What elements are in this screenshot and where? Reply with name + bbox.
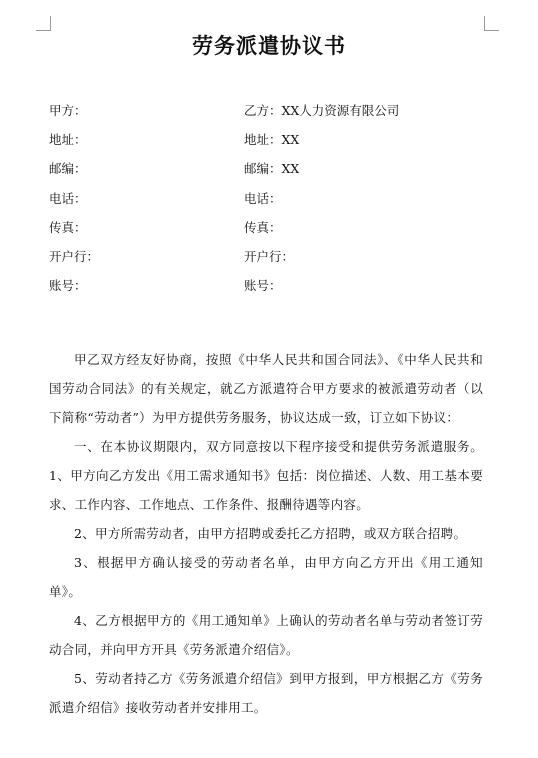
party-row-account <box>49 276 509 296</box>
crop-mark-top-right <box>484 16 499 31</box>
party-row-postcode <box>49 159 509 179</box>
party-a-bank: 开户行： <box>49 249 100 264</box>
party-a-fax: 传真： <box>49 220 87 235</box>
party-row-fax <box>49 218 509 238</box>
party-b-account: 账号： <box>244 278 282 293</box>
paragraph-preamble: 甲乙双方经友好协商，按照《中华人民共和国合同法》、《中华人民共和国劳动合同法》的有关规定，就乙方派遣符合甲方要求的被派遣劳动者（以下简称“劳动者”）为甲方提供劳务服务，协议达成一致，订立如下协议： <box>49 352 483 425</box>
party-row-bank <box>49 247 509 267</box>
party-a-name: 甲方： <box>49 103 87 118</box>
party-a-account: 账号： <box>49 278 87 293</box>
party-row-phone <box>49 189 509 209</box>
party-b-phone: 电话： <box>244 191 282 206</box>
party-a-address: 地址： <box>49 132 87 147</box>
party-b-name: 乙方：XX人力资源有限公司 <box>244 103 400 118</box>
paragraph-clause-3: 3、根据甲方确认接受的劳动者名单，由甲方向乙方开出《用工通知单》。 <box>49 555 483 599</box>
party-b-address: 地址：XX <box>244 132 300 147</box>
party-row-name <box>49 101 509 121</box>
party-a-phone: 电话： <box>49 191 87 206</box>
party-b-postcode: 邮编：XX <box>244 161 300 176</box>
party-b-fax: 传真： <box>244 220 282 235</box>
party-row-address <box>49 130 509 150</box>
document-title: 劳务派遣协议书 <box>192 34 346 58</box>
party-a-postcode: 邮编： <box>49 161 87 176</box>
paragraph-clause-5: 5、劳动者持乙方《劳务派遣介绍信》到甲方报到，甲方根据乙方《劳务派遣介绍信》接收劳动者并安排用工。 <box>49 671 483 715</box>
party-b-bank: 开户行： <box>244 249 295 264</box>
paragraph-clause-4: 4、乙方根据甲方的《用工通知单》上确认的劳动者名单与劳动者签订劳动合同，并向甲方开具《劳务派遣介绍信》。 <box>49 613 483 657</box>
paragraph-clause-2: 2、甲方所需劳动者，由甲方招聘或委托乙方招聘，或双方联合招聘。 <box>74 526 467 541</box>
crop-mark-top-left <box>36 16 51 31</box>
paragraph-clause-1: 一、在本协议期限内，双方同意按以下程序接受和提供劳务派遣服务。1、甲方向乙方发出《用工需求通知书》包括：岗位描述、人数、用工基本要求、工作内容、工作地点、工作条件、报酬待遇等内容。 <box>49 439 483 512</box>
agreement-body <box>49 345 483 722</box>
